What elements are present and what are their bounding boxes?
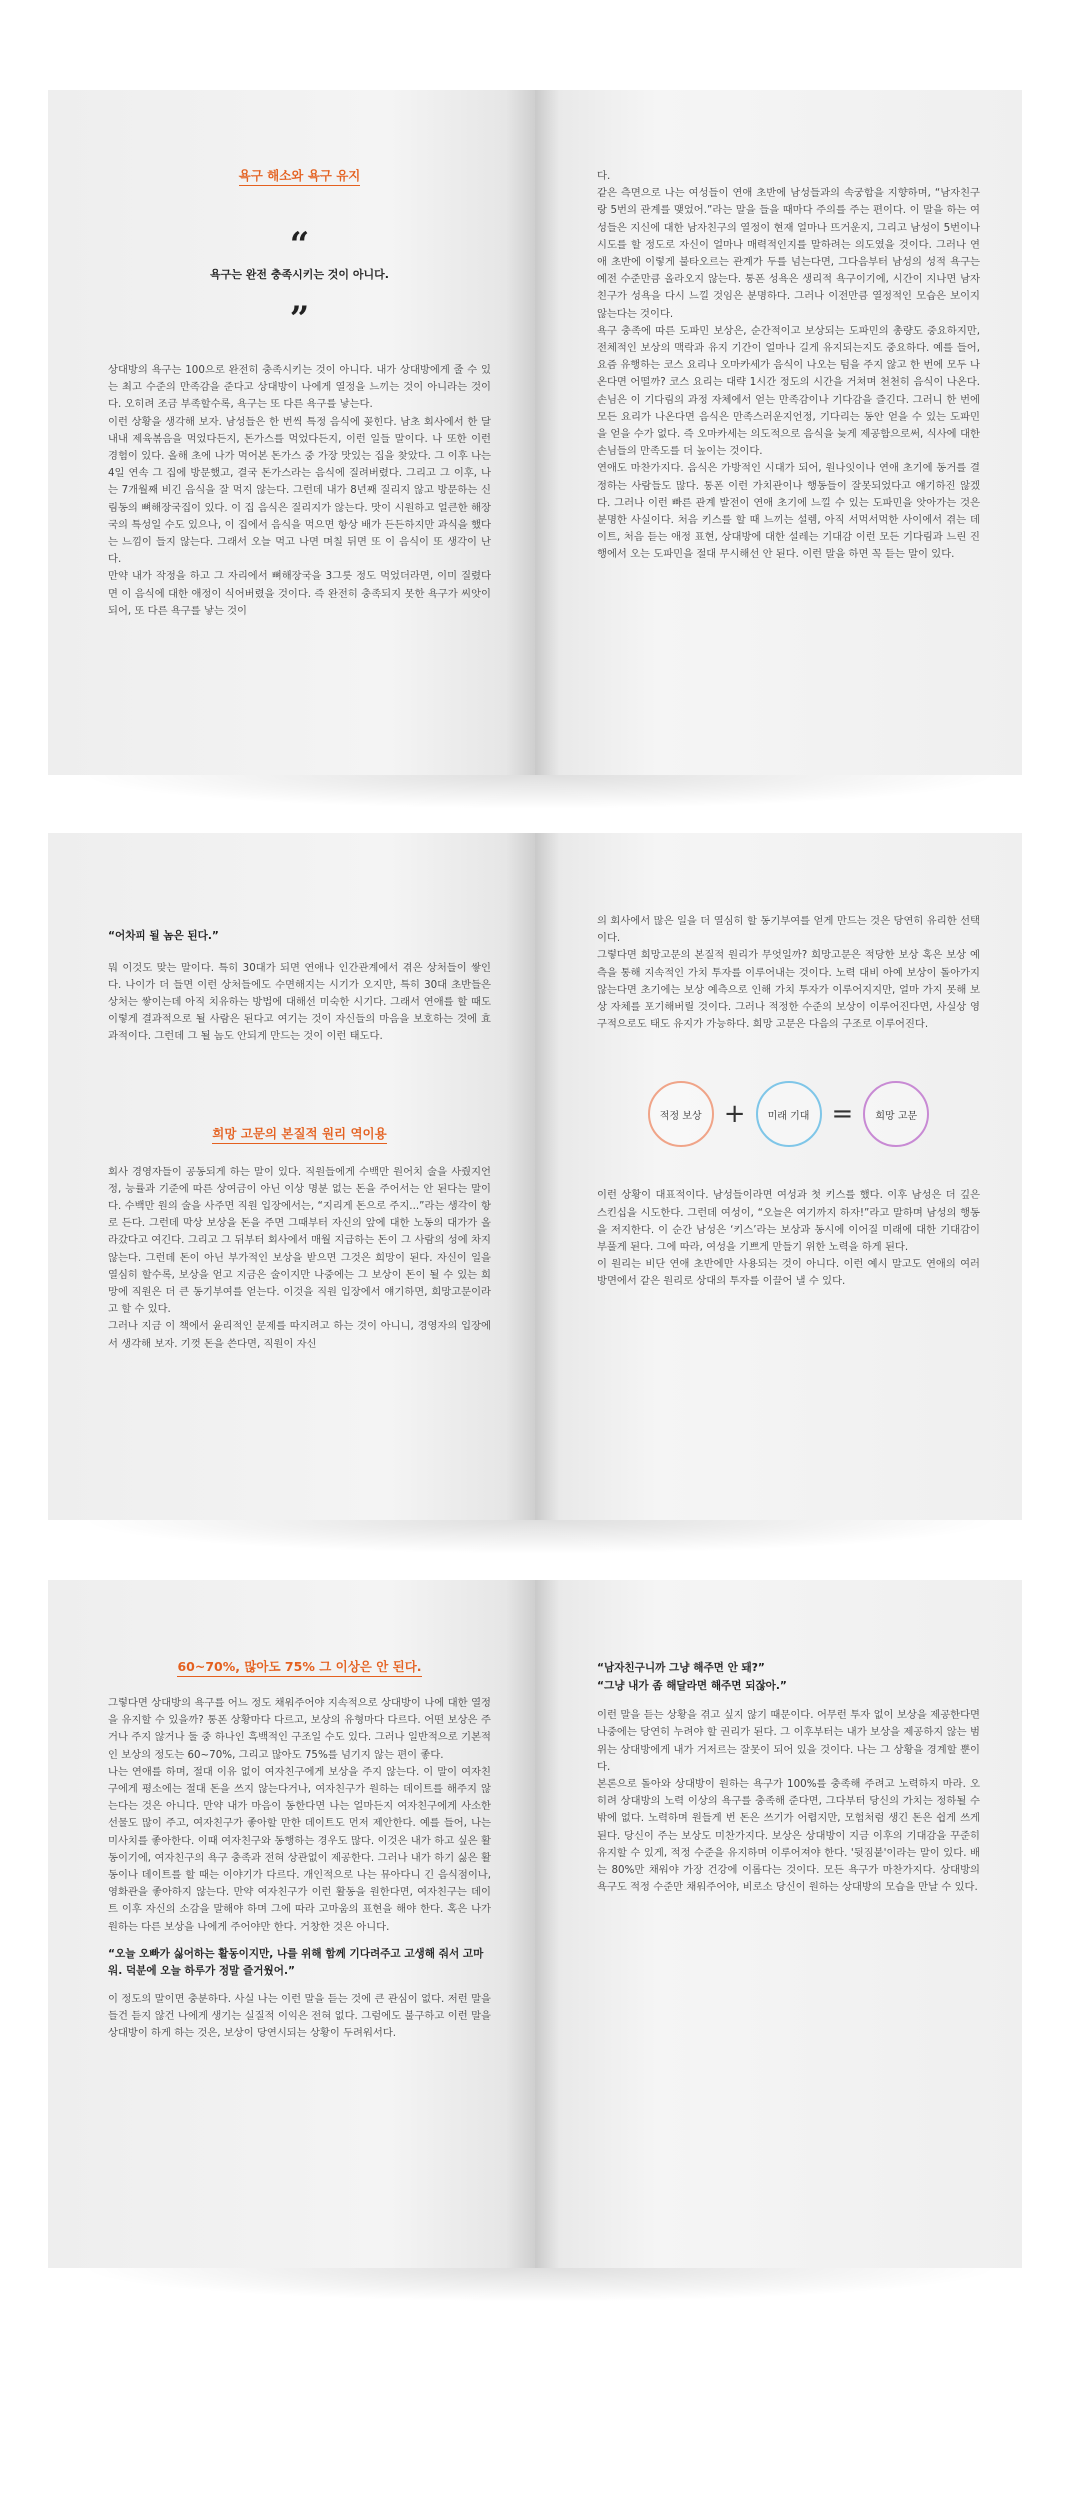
paragraph: 그렇다면 희망고문의 본질적 원리가 무엇일까? 희망고문은 적당한 보상 혹은 보상 예측을 통해 지속적인 가치 투자를 이루어내는 것이다. 노력 대비 아예 보상이 돌아가지 않는다면 초기에는 보상 예측으로 인해 가치 투자가 이루어지지만, 얼마 가지 못해 보상 자체를 포기해버릴 것이다. 그러나 적정한 수준의 보상이 이루어진다면, 사실상 영구적으로도 태도 유지가 가능하다. 희망 고문은 다음의 구조로 이루어진다. <box>597 949 980 1031</box>
close-quote-mark: ” <box>289 299 310 339</box>
right-page <box>535 833 1022 1520</box>
paragraph: 회사 경영자들이 공동되게 하는 말이 있다. 직원들에게 수백만 원어치 술을 사줬지언정, 능률과 기준에 따른 상여금이 아닌 이상 명분 없는 돈을 주어서는 안 된다는 말이다. 수백만 원의 술을 사주면 직원 입장에서는, “지리게 돈으로 주지...”라는 생각이 항로 든다. 그런데 막상 보상을 돈을 주면 그때부터 자신의 앞에 대한 노동의 대가가 올라갔다고 여긴다. 그리고 그 뒤부터 회사에서 매월 지급하는 돈이 그 사람의 성에 차지 않는다. 그런데 돈이 아닌 부가적인 보상을 받으면 그것은 희망이 된다. 자신이 일을 열심히 할수록, 보상을 얻고 지금은 술이지만 나중에는 그 보상이 돈이 될 수 있는 희망에 직원은 더 큰 동기부여를 얻는다. 이것을 직원 입장에서 얘기하면, 희망고문이라고 할 수 있다. <box>108 1165 491 1316</box>
paragraph: 이 원리는 비단 연애 초반에만 사용되는 것이 아니다. 이런 예시 말고도 연애의 여러 방면에서 같은 원리로 상대의 투자를 이끌어 낼 수 있다. <box>597 1258 980 1288</box>
paragraph: 그렇다면 상대방의 욕구를 어느 정도 채워주어야 지속적으로 상대방이 나에 대한 열정을 유지할 수 있을까? 통폰 상황마다 다르고, 보상의 유형마다 다르다. 어떤 보상은 주거나 주지 않거나 둘 중 하나인 흑백적인 구조일 수도 있다. 그러나 일반적으로 기본적인 보상의 정도는 60~70%, 그리고 많아도 75%를 넘기지 않는 편이 좋다. <box>108 1697 491 1761</box>
left-page <box>48 833 535 1520</box>
section-heading: 욕구 해소와 욕구 유지 <box>108 166 491 184</box>
pull-quote: “오늘 오빠가 싫어하는 활동이지만, 나를 위해 함께 기다려주고 고생해 줘서 고마워. 덕분에 오늘 하루가 정말 즐거웠어.” <box>108 1947 484 1978</box>
paragraph: 이 정도의 말이면 충분하다. 사실 나는 이런 말을 듣는 것에 큰 관심이 없다. 저런 말을 들건 듣지 않건 나에게 생기는 실질적 이익은 전혀 없다. 그럼에도 불구하고 이런 말을 상대방이 하게 하는 것은, 보상이 당연시되는 상황이 두려워서다. <box>108 1993 491 2040</box>
equals-sign: = <box>831 1099 854 1130</box>
section-heading: 60~70%, 많아도 75% 그 이상은 안 된다. <box>108 1657 491 1675</box>
paragraph: 같은 측면으로 나는 여성들이 연애 초반에 남성들과의 속궁합을 지향하며, “남자친구랑 5번의 관계를 맺었어.”라는 말을 들을 때마다 주의를 주는 편이다. 이 말을 하는 여성들은 지신에 대한 남자친구의 열정이 현재 얼마나 뜨거운지, 그리고 남성이 5번이나 시도를 할 정도로 자신이 얼마나 매력적인지를 말하려는 의도였을 것이다. 그러나 연애 초반에 이렇게 불타오르는 관계가 두를 넘는다면, 그다음부터 남성의 성적 욕구는 예전 수준만큼 올라오지 않는다. 통폰 성욕은 생리적 욕구이기에, 시간이 지나면 남자친구가 성욕을 다시 느낄 것임은 분명하다. 그러나 이전만큼 열정적인 모습은 보이지 않는다는 것이다. <box>597 187 980 320</box>
book-spread-2 <box>48 833 1022 1520</box>
plus-sign: + <box>723 1099 746 1130</box>
pull-quote: “남자친구니까 그냥 해주면 안 돼?” “그냥 내가 좀 해달라면 해주면 되잖아.” <box>597 1662 787 1692</box>
pull-quote: “어차피 될 놈은 된다.” <box>108 930 219 942</box>
left-page <box>48 90 535 775</box>
book-spread-1 <box>48 90 1022 775</box>
section-heading: 희망 고문의 본질적 원리 역이용 <box>108 1124 491 1142</box>
formula-result-hope-torture: 희망 고문 <box>863 1081 929 1147</box>
paragraph: 이런 말을 듣는 상황을 겪고 싶지 않기 때문이다. 어무런 투자 없이 보상을 제공한다면 나중에는 당연히 누려야 할 권리가 된다. 그 이후부터는 내가 보상을 제공하지 않는 범위는 상대방에게 내가 거저르는 잘못이 되어 있을 것이다. 나는 그 상황을 경계할 뿐이다. <box>597 1709 980 1773</box>
open-quote-mark: “ <box>289 225 310 265</box>
paragraph: 상대방의 욕구는 100으로 완전히 충족시키는 것이 아니다. 내가 상대방에게 줄 수 있는 최고 수준의 만족감을 준다고 상대방이 나에게 열정을 느끼는 것이 아니라는 것이다. 오히려 조금 부족할수록, 욕구는 또 다른 욕구를 낳는다. <box>108 364 491 411</box>
paragraph: 의 회사에서 많은 일을 더 열심히 할 동기부여를 얻게 만드는 것은 당연히 유리한 선택이다. <box>597 915 980 945</box>
right-page <box>535 1580 1022 2268</box>
paragraph: 뭐 이것도 맞는 말이다. 특히 30대가 되면 연애나 인간관계에서 겪은 상처들이 쌓인다. 나이가 더 들면 이런 상처들에도 수면해지는 시기가 오지만, 특히 30대 초반들은 상처는 쌓이는데 아직 치유하는 방법에 대해선 미숙한 시기다. 그래서 연애를 할 때도 이렇게 결과적으로 될 사람은 된다고 여기는 것이 자신들의 마음을 보호하는 것에 효과적이다. 그런데 그 될 놈도 안되게 만드는 것이 이런 태도다. <box>108 961 491 1043</box>
paragraph: 다. <box>597 170 611 182</box>
paragraph: 욕구 충족에 따른 도파민 보상은, 순간적이고 보상되는 도파민의 총량도 중요하지만, 전체적인 보상의 맥락과 유지 기간이 얼마나 길게 유지되는지도 중요하다. 예를 들어, 요즘 유행하는 코스 요리나 오마카세가 음식이 나오는 텀을 주지 않고 한 번에 모두 나온다면 어떨까? 코스 요리는 대략 1시간 정도의 시간을 거쳐며 천천히 음식이 나온다. 손님은 이 기다림의 과정 자체에서 얻는 만족감이나 기다감을 즐긴다. 그러니 한 번에 모든 요리가 나온다면 음식은 만족스러운지언정, 기다리는 동안 얻을 수 있는 도파민을 얻을 수가 없다. 즉 오마카세는 의도적으로 음식을 늦게 제공함으로써, 식사에 대한 손님들의 만족도를 더 높이는 것이다. <box>597 324 980 458</box>
pull-quote: 욕구는 완전 충족시키는 것이 아니다. <box>210 268 389 281</box>
right-page <box>535 90 1022 775</box>
left-page <box>48 1580 535 2268</box>
formula-term-proper-reward: 적정 보상 <box>648 1081 714 1147</box>
paragraph: 연애도 마찬가지다. 음식은 가방적인 시대가 되어, 원나잇이나 연애 초기에 동거를 결정하는 사람들도 많다. 통폰 이런 가치관이나 행동들이 잘못되었다고 얘기하진 않겠다. 그러나 이런 빠른 관계 발전이 연애 초기에 느낄 수 있는 도파민을 앗아가는 것은 분명한 사실이다. 처음 키스를 할 때 느끼는 설렘, 아직 서먹서먹한 사이에서 겪는 데이트, 처음 듣는 애정 표현, 상대방에 대한 설레는 기대감 이런 모든 기다림과 느린 진행에서 오는 도파민을 절대 무시해선 안 된다. 이런 말을 하면 꼭 듣는 말이 있다. <box>597 462 980 561</box>
paragraph: 본론으로 돌아와 상대방이 원하는 욕구가 100%를 충족해 주려고 노력하지 마라. 오히려 상대방의 노력 이상의 욕구를 충족해 준다면, 그다부터 당신의 가치는 정하될 수밖에 없다. 노력하며 원들게 번 돈은 쓰기가 어렵지만, 모험처럼 생긴 돈은 쉽게 쓰게 된다. 당신이 주는 보상도 미찬가지다. 보상은 상대방이 지금 이후의 기대감을 꾸준히 유지할 수 있게, 적정 수준을 유지하며 이루어져야 한다. '뒷짐붙'이라는 말이 있다. 배는 80%만 채워야 가장 건강에 이롭다는 것이다. 모든 욕구가 마찬가지다. 상대방의 욕구도 적정 수준만 채워주어야, 비로소 당신이 원하는 상대방의 모습을 만날 수 있다. <box>597 1778 980 1894</box>
paragraph: 나는 연애를 하며, 절대 이유 없이 여자친구에게 보상을 주지 않는다. 이 말이 여자친구에게 평소에는 절대 돈을 쓰지 않는다거나, 여자친구가 원하는 데이트를 해주지 않는다는 것은 아니다. 만약 내가 마음이 동한다면 나는 얼마든지 여자친구에게 사소한 선물도 많이 주고, 여자친구가 좋아할 만한 데이트도 먼저 제안한다. 예를 들어, 나는 미사치를 좋아한다. 이때 여자친구와 동행하는 경우도 많다. 이것은 내가 하고 싶은 활동이기에, 여자친구의 욕구 충족과 전혀 상관없이 제공한다. 그러나 내가 하기 싫은 활동이나 데이트를 할 때는 이야기가 다르다. 개인적으로 나는 뮤아다니 긴 음식점이나, 영화관을 좋아하지 않는다. 만약 여자친구가 이런 활동을 원한다면, 여자친구는 데이트 이후 자신의 소감을 말해야 하며 그에 따라 고마움의 표현을 해야 한다. 혹은 나가 원하는 다른 보상을 나에게 주어야만 한다. 거창한 것은 아니다. <box>108 1765 491 1933</box>
paragraph: 이런 상황이 대표적이다. 남성들이라면 여성과 첫 키스를 했다. 이후 남성은 더 깊은 스킨십을 시도한다. 그런데 여성이, “오늘은 여기까지 하자!”라고 말하며 남성의 행동을 저지한다. 이 순간 남성은 ‘키스’라는 보상과 동시에 이어질 미래에 대한 기대감이 부풀게 된다. 그에 따라, 여성을 기쁘게 만들기 위한 노력을 하게 된다. <box>597 1189 980 1254</box>
paragraph: 만약 내가 작정을 하고 그 자리에서 뼈해장국을 3그릇 정도 먹었더라면, 이미 질렸다면 이 음식에 대한 애정이 식어버렸을 것이다. 즉 완전히 충족되지 못한 욕구가 씨앗이 되어, 또 다른 욕구를 낳는 것이 <box>108 570 491 617</box>
book-spread-3 <box>48 1580 1022 2268</box>
hope-torture-formula <box>597 1081 980 1147</box>
paragraph: 그러나 지금 이 책에서 윤리적인 문제를 따지려고 하는 것이 아니니, 경영자의 입장에서 생각해 보자. 기껏 돈을 쓴다면, 직원이 자신 <box>108 1320 491 1350</box>
formula-term-future-expectation: 미래 기대 <box>756 1081 822 1147</box>
paragraph: 이런 상황을 생각해 보자. 남성들은 한 번씩 특정 음식에 꽂힌다. 남초 회사에서 한 달 내내 제육볶음을 먹었다든지, 돈가스를 먹었다든지, 이런 일들 말이다. 나 또한 이런 경험이 있다. 올해 초에 나가 먹어본 돈가스 중 가장 맛있는 집을 찾았다. 그 이후 나는 4일 연속 그 집에 방문했고, 결국 돈가스라는 음식에 질려버렸다. 그리고 그 이후, 나는 7개월째 비긴 음식을 잘 먹지 않는다. 그런데 내가 8년째 질리지 않고 방문하는 신림동의 뼈해장국집이 있다. 이 집 음식은 질리지가 않는다. 맛이 시원하고 얼큰한 해장국의 특성일 수도 있으나, 이 집에서 음식을 먹으면 항상 배가 든든하지만 과식을 했다는 느낌이 들지 않는다. 그래서 오늘 먹고 나면 며칠 뒤면 또 이 음식이 또 생각이 난다. <box>108 415 491 566</box>
